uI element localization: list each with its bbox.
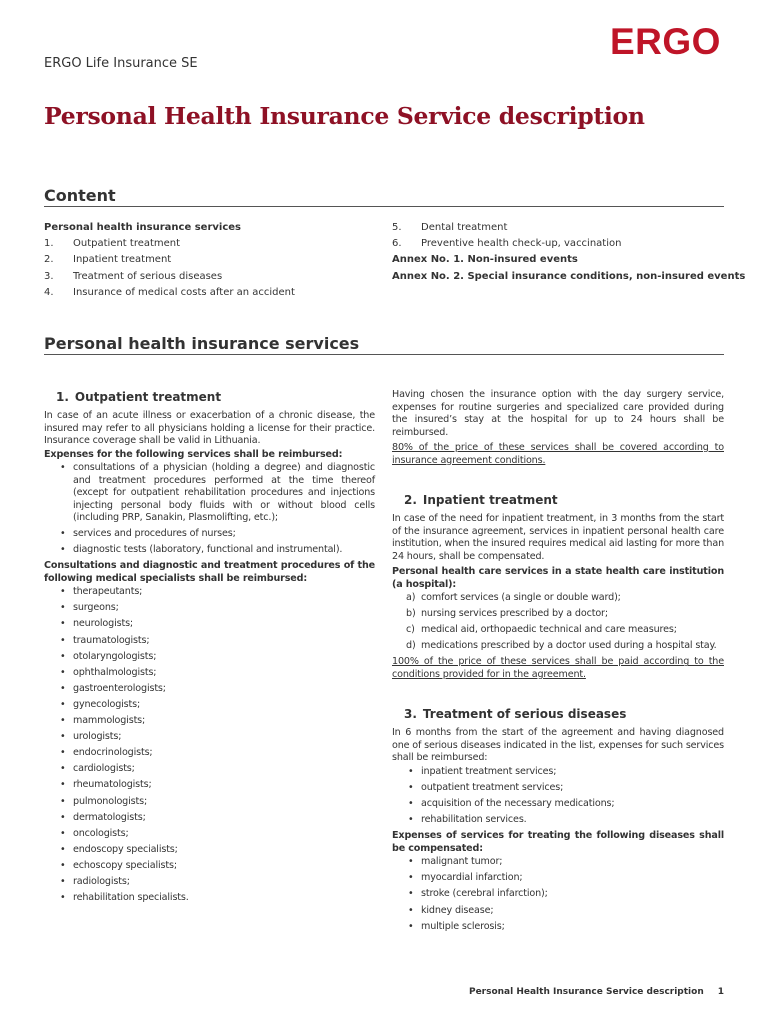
list-text: medical aid, orthopaedic technical and care measures; (421, 624, 677, 636)
footer-title: Personal Health Insurance Service description (468, 987, 704, 997)
ergo-logo: ERGO (610, 21, 721, 62)
page-footer (469, 987, 724, 997)
toc-item-label: Dental treatment (421, 222, 508, 233)
toc-item-number: 5. (392, 222, 402, 233)
specialists-list (44, 586, 375, 904)
list-item: • endoscopy specialists; (44, 844, 375, 857)
list-item: • mammologists; (44, 715, 375, 728)
list-item: • echoscopy specialists; (44, 860, 375, 873)
inpatient-coverage: 100% of the price of these services shall be paid according to the conditions provided for in the agreement. (392, 656, 724, 680)
left-column (44, 389, 375, 908)
table-of-contents-left (44, 220, 374, 301)
toc-item-label: Inpatient treatment (73, 254, 172, 266)
list-item (392, 592, 724, 605)
document-title: Personal Health Insurance Service description (44, 102, 645, 130)
list-item: • rheumatologists; (44, 779, 375, 792)
list-item: • urologists; (44, 731, 375, 744)
inpatient-heading (404, 492, 724, 508)
toc-item-number: 2. (44, 254, 54, 266)
list-letter: b) (406, 608, 416, 620)
list-item: • outpatient treatment services; (392, 782, 724, 795)
list-text: nursing services prescribed by a doctor; (421, 608, 608, 620)
toc-item (44, 252, 374, 268)
list-item: • surgeons; (44, 602, 375, 615)
list-item: • neurologists; (44, 618, 375, 631)
inpatient-services-list (392, 592, 724, 653)
list-item: • malignant tumor; (392, 856, 724, 869)
day-surgery-text: Having chosen the insurance option with the day surgery service, expenses for routine surgeries and specialized care provided during the insured’s stay at the hospital for up to 24 hours shall be reimbursed. (392, 389, 724, 438)
section-number: 3. (404, 707, 417, 722)
section-title: Inpatient treatment (422, 493, 558, 507)
outpatient-intro: In case of an acute illness or exacerbation of a chronic disease, the insured may refer to all physicians holding a license for their practice. Insurance coverage shall be valid in Lithuania. (44, 410, 375, 446)
list-item: • rehabilitation specialists. (44, 892, 375, 905)
list-item: • otolaryngologists; (44, 651, 375, 664)
list-item (392, 640, 724, 653)
list-item: • diagnostic tests (laboratory, functional and instrumental). (44, 544, 375, 557)
toc-item (44, 236, 374, 252)
toc-item-label: Preventive health check-up, vaccination (421, 238, 622, 250)
section-title: Treatment of serious diseases (422, 707, 627, 722)
list-item: • dermatologists; (44, 812, 375, 825)
list-letter: c) (406, 624, 415, 636)
list-letter: d) (406, 640, 416, 652)
toc-annex-2: Annex No. 2. Special insurance conditions, non-insured events (392, 270, 746, 282)
toc-item-label: Treatment of serious diseases (73, 270, 223, 282)
outpatient-coverage: 80% of the price of these services shall be covered according to insurance agreement conditions. (392, 442, 724, 466)
specialists-heading: Consultations and diagnostic and treatment procedures of the following medical specialists shall be reimbursed: (44, 560, 375, 584)
list-item: • acquisition of the necessary medications; (392, 798, 724, 811)
toc-item (44, 285, 374, 301)
serious-diseases-heading (404, 706, 724, 722)
list-item: • consultations of a physician (holding a degree) and diagnostic and treatment procedures performed at the time thereof (except for outpatient rehabilitation procedures and injections injecting personal body fluids with or without blood cells (including PRP, Sanakin, Plasmolifting, etc.); (44, 462, 375, 525)
toc-item (392, 236, 724, 252)
section-title: Outpatient treatment (74, 390, 222, 404)
toc-item-number: 3. (44, 270, 54, 282)
list-item: • endocrinologists; (44, 747, 375, 760)
toc-lead: Personal health insurance services (44, 222, 241, 233)
list-item: • cardiologists; (44, 763, 375, 776)
list-text: comfort services (a single or double ward); (421, 592, 621, 603)
list-item: • therapeutants; (44, 586, 375, 599)
toc-item-number: 4. (44, 286, 54, 298)
page-number: 1 (717, 987, 724, 997)
list-text: medications prescribed by a doctor used during a hospital stay. (421, 640, 717, 652)
list-item: • myocardial infarction; (392, 872, 724, 885)
list-item (392, 624, 724, 637)
list-item: • ophthalmologists; (44, 667, 375, 680)
list-item: • traumatologists; (44, 635, 375, 648)
content-heading: Content (44, 186, 724, 207)
list-item: • gynecologists; (44, 699, 375, 712)
outpatient-heading (56, 389, 375, 405)
outpatient-expenses-heading: Expenses for the following services shall be reimbursed: (44, 448, 343, 460)
section-number: 1. (56, 390, 69, 404)
list-letter: a) (406, 592, 416, 603)
section-number: 2. (404, 493, 417, 507)
list-item: • oncologists; (44, 828, 375, 841)
list-item (392, 608, 724, 621)
toc-item-label: Insurance of medical costs after an accident (73, 286, 295, 298)
list-item: • radiologists; (44, 876, 375, 889)
inpatient-services-heading: Personal health care services in a state health care institution (a hospital): (392, 566, 724, 590)
list-item: • services and procedures of nurses; (44, 528, 375, 541)
outpatient-expenses-list (44, 462, 375, 557)
toc-item (392, 220, 724, 236)
list-item: • inpatient treatment services; (392, 766, 724, 779)
toc-item-number: 6. (392, 238, 402, 250)
list-item: • rehabilitation services. (392, 814, 724, 827)
serious-diseases-intro: In 6 months from the start of the agreement and having diagnosed one of serious diseases indicated in the list, expenses for such services shall be reimbursed: (392, 727, 724, 764)
list-item: • gastroenterologists; (44, 683, 375, 696)
inpatient-intro: In case of the need for inpatient treatment, in 3 months from the start of the insurance agreement, services in inpatient personal health care institution, when the insured requires medical aid lasting for more than 24 hours, shall be compensated. (392, 513, 724, 562)
list-item: • pulmonologists; (44, 796, 375, 809)
list-item: • multiple sclerosis; (392, 921, 724, 934)
services-heading: Personal health insurance services (44, 334, 724, 355)
toc-item-label: Outpatient treatment (73, 238, 181, 250)
diseases-list (392, 856, 724, 933)
list-item: • stroke (cerebral infarction); (392, 888, 724, 901)
list-item: • kidney disease; (392, 905, 724, 918)
right-column (392, 389, 724, 937)
diseases-heading: Expenses of services for treating the following diseases shall be compensated: (392, 830, 724, 854)
toc-annex-1: Annex No. 1. Non-insured events (392, 254, 578, 266)
serious-services-list (392, 766, 724, 827)
company-name: ERGO Life Insurance SE (44, 56, 198, 71)
toc-item (44, 269, 374, 285)
table-of-contents-right (392, 220, 746, 285)
toc-item-number: 1. (44, 238, 54, 250)
